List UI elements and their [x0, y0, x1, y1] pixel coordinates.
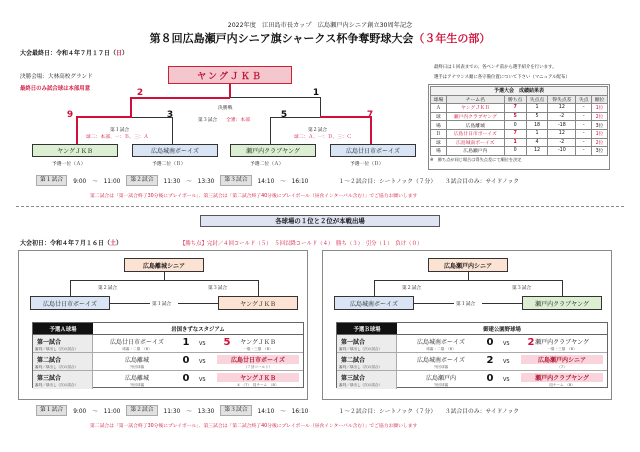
game-no: 第一試合	[37, 339, 62, 346]
cell: 12	[548, 129, 576, 138]
bracket-line	[414, 303, 454, 304]
team-b: 瀬戸内クラブヤング	[521, 373, 603, 382]
header-subtitle: 2022年度 江田島市長カップ 広島瀬戸内シニア創立30周年記念	[227, 22, 413, 29]
cell: -10	[548, 147, 576, 156]
cell: -	[576, 104, 592, 113]
semi1-umpire: 球二：本部、一：Ｂ、三：Ａ	[86, 135, 149, 140]
bracket-line	[482, 303, 522, 304]
cell: 5	[526, 112, 548, 121]
standings-header: 勝ち点	[504, 95, 526, 104]
table-row	[33, 353, 303, 371]
standings-table	[430, 86, 608, 156]
cell: 18	[526, 121, 548, 130]
vs-label: VS	[503, 377, 510, 383]
team-b-meta: 同チーム （B）	[549, 383, 575, 387]
cell: 球	[431, 112, 447, 121]
page-title	[0, 30, 640, 46]
team-a: 広島城南ボーイズ	[417, 357, 465, 364]
score-a: 1	[182, 337, 190, 348]
semi2-label: 第２試合	[308, 128, 328, 133]
cell: Ｂ	[431, 129, 447, 138]
team-a-meta: 外回球審	[433, 365, 449, 369]
venue-label: 決勝会場：大林高校グランド	[20, 74, 93, 80]
sched-label: 第１試合	[36, 175, 67, 186]
vs-label: VS	[199, 359, 206, 365]
vs-label: VS	[503, 341, 510, 347]
bracket-line	[230, 97, 320, 98]
team-b-meta: （7）	[557, 365, 567, 369]
cell: 2位	[592, 112, 608, 121]
cell: 3位	[592, 121, 608, 130]
semi1-label: 第１試合	[110, 128, 130, 133]
sched-label: 第２試合	[126, 405, 157, 416]
table-row	[337, 371, 607, 389]
table-row	[431, 129, 608, 138]
team-a: 広島廿日市ボーイズ	[110, 339, 164, 346]
sched-label: 第１試合	[36, 405, 67, 416]
cell: -	[576, 121, 592, 130]
bracket-line	[229, 84, 231, 98]
group-b-venue-key: 予選Ｂ球場	[337, 323, 397, 334]
sched-time: 14:10 ～ 16:10	[257, 179, 309, 185]
group-b-left-team: 広島城南ボーイズ	[334, 296, 414, 310]
score-a: 0	[486, 373, 494, 384]
sched-time: 9:00 ～ 11:00	[73, 179, 121, 185]
bracket-line	[468, 272, 469, 280]
cell: 球	[431, 138, 447, 147]
score-b: 2	[527, 337, 535, 348]
score-team1: 9	[66, 110, 74, 120]
cell: 広島瀬戸内	[446, 147, 504, 156]
score-a: 0	[182, 355, 190, 366]
cell: -	[576, 112, 592, 121]
bracket-line	[320, 97, 321, 117]
game-sub: 審判／球出し（次の試合）	[339, 383, 383, 387]
group-a-g1: 第１試合	[152, 302, 172, 307]
standings-header: チーム名	[446, 95, 504, 104]
cell: -2	[548, 112, 576, 121]
score-a: 2	[486, 355, 494, 366]
score-a: 0	[182, 373, 190, 384]
cell: 1	[526, 129, 548, 138]
champion-box: ヤングＪＫＢ	[168, 66, 292, 84]
bracket-line	[270, 117, 271, 144]
group-b-right-team: 瀬戸内クラブヤング	[522, 296, 602, 310]
team-a: 広島瀬戸内	[425, 375, 456, 382]
cell: 広島離城	[446, 121, 504, 130]
game3-label: 第３試合	[198, 118, 218, 123]
bracket-line	[178, 303, 218, 304]
rules-note-1: 最終日は１回表までの、各ベンチ前から選手紹介を行います。	[434, 65, 557, 70]
group-a-left-team: 広島廿日市ボーイズ	[30, 296, 110, 310]
team-a-meta: 外回球審	[129, 383, 145, 387]
team-a-meta: 球審・二塁 （B）	[122, 347, 152, 351]
cell: 広島廿日市ボーイズ	[446, 129, 504, 138]
bracket-line	[76, 116, 132, 118]
score-final-left: 2	[136, 88, 144, 98]
game-no: 第二試合	[341, 357, 366, 364]
bracket-line	[76, 116, 78, 144]
team-box-3: 瀬戸内クラブヤング	[230, 144, 316, 157]
sched-note: １～２試合目：シートノック（７分） ３試合目のみ：サイドノック	[338, 409, 520, 415]
points-rule: 【勝ち点】完封／４回コールド（５） ５回以降コールド（４） 勝ち（３） 引分（１） 負け（０）	[180, 241, 423, 247]
game-sub: 審判／球出し（次の試合）	[35, 365, 79, 369]
cell: 1	[504, 138, 526, 147]
team-b-meta: 一塁・三塁 （B）	[547, 347, 577, 351]
cell: 7	[504, 104, 526, 113]
table-row	[33, 371, 303, 389]
cell: -18	[548, 121, 576, 130]
group-b-results	[336, 322, 608, 388]
cell: 3位	[592, 147, 608, 156]
final-day-text: 大会最終日：令和４年７月１７日（	[20, 50, 117, 57]
team-sub-1: 予選一位（Ａ）	[52, 162, 86, 167]
group-a-venue: 岩国きずなスタジアム	[171, 326, 225, 333]
team-b: 瀬戸内クラブヤング	[535, 339, 589, 346]
sched-label: 第３試合	[220, 405, 251, 416]
table-row	[431, 138, 608, 147]
semi2-umpire: 球二：Ａ、一：Ｄ、三：Ｃ	[294, 135, 352, 140]
table-row	[337, 353, 607, 371]
group-b-g1: 第１試合	[456, 302, 476, 307]
score-b: 5	[223, 337, 231, 348]
team-box-1: ヤングＪＫＢ	[32, 144, 118, 157]
team-a-meta: 球審・二塁 （B）	[426, 347, 456, 351]
sched-rule-1: 第二試合は「第一試合終了30分後にプレイボール」、第三試合は「第二試合終了40分後にプレイボール（昼食インターバル含む）」でご協力お願いします	[90, 194, 418, 199]
final-label: 決勝戦	[218, 106, 233, 111]
bracket-line	[370, 116, 372, 144]
table-row	[431, 147, 608, 156]
cell: 場	[431, 121, 447, 130]
first-day-weekday: 土	[110, 240, 117, 247]
cell: 0	[504, 147, 526, 156]
group-b-g2: 第２試合	[402, 286, 422, 291]
bracket-line	[258, 280, 259, 296]
cell: -	[576, 129, 592, 138]
cell: 広島城南ボーイズ	[446, 138, 504, 147]
sched-time: 14:10 ～ 16:10	[257, 409, 309, 415]
table-row	[337, 335, 607, 353]
group-b-host: 広島瀬戸内シニア	[428, 258, 508, 272]
standings-header: 球場	[431, 95, 447, 104]
standings-panel	[428, 84, 610, 170]
final-note: 最終日のみ試合球は本部用意	[20, 86, 91, 92]
team-b-meta: （７回コールド）	[243, 365, 273, 369]
group-a-g2: 第２試合	[98, 286, 118, 291]
group-b-g3: 第３試合	[512, 286, 532, 291]
vs-label: VS	[199, 341, 206, 347]
game-sub: 審判／球出し（次の試合）	[35, 383, 79, 387]
team-box-2: 広島城南ボーイズ	[132, 144, 218, 157]
score-a: 0	[486, 337, 494, 348]
team-b: ヤングＪＫＢ	[217, 373, 299, 382]
bracket-line	[374, 280, 562, 281]
score-team4: 7	[366, 110, 374, 120]
team-sub-2: 予選二位（Ｂ）	[152, 162, 186, 167]
cell: -	[576, 138, 592, 147]
cell: 12	[548, 104, 576, 113]
game-sub: 審判／球出し（次の試合）	[339, 365, 383, 369]
first-day-close: ）	[116, 240, 123, 247]
cell: ヤングＪＫＢ	[446, 104, 504, 113]
game-sub: 審判／球出し（次の試合）	[35, 347, 79, 351]
game-no: 第三試合	[341, 375, 366, 382]
sched-time: 11:30 ～ 13:30	[163, 409, 215, 415]
bracket-line	[562, 280, 563, 296]
standings-title: 予選大会 成績結果表	[431, 87, 608, 96]
table-row	[431, 112, 608, 121]
cell: 0	[504, 121, 526, 130]
cell: 4	[526, 138, 548, 147]
score-team3: 5	[280, 110, 288, 120]
vs-label: VS	[199, 377, 206, 383]
rules-note-2: 選手はアナウンス順に各守備位置について下さい（マニュアル配布）	[434, 75, 570, 80]
cell: 場	[431, 147, 447, 156]
standings-header: 順位	[592, 95, 608, 104]
cell: 1位	[592, 129, 608, 138]
first-day-label	[20, 238, 122, 247]
sched-rule-2: 第二試合は「第一試合終了30分後にプレイボール」、第三試合は「第二試合終了40分後にプレイボール（昼食インターバル含む）」でご協力お願いします	[90, 424, 418, 429]
divider	[16, 206, 624, 207]
cell: 1	[526, 104, 548, 113]
sched-label: 第３試合	[220, 175, 251, 186]
score-team2: 3	[166, 110, 174, 120]
team-a-meta: 外回球審	[433, 383, 449, 387]
sched-time: 11:30 ～ 13:30	[163, 179, 215, 185]
cell: -	[576, 147, 592, 156]
team-b: 広島廿日市ボーイズ	[217, 355, 299, 364]
standings-footnote: ※ 勝ち点が同じ場合は得失点差にて順位を決定	[430, 156, 522, 162]
sched-note: １～２試合目：シートノック（７分） ３試合目のみ：サイドノック	[338, 179, 520, 185]
schedule-row-1	[36, 175, 525, 186]
banner: 各球場の１位と２位が本戦出場	[200, 215, 440, 227]
team-b: ヤングＪＫＢ	[240, 339, 276, 346]
cell: 7	[504, 129, 526, 138]
sched-label: 第２試合	[126, 175, 157, 186]
vs-label: VS	[503, 359, 510, 365]
team-a: 広島城南ボーイズ	[417, 339, 465, 346]
final-day-weekday: 日	[116, 50, 123, 57]
cell: 瀬戸内クラブヤング	[446, 112, 504, 121]
table-row	[431, 121, 608, 130]
group-a-host: 広島離城シニア	[124, 258, 204, 272]
bracket-line	[164, 272, 165, 280]
team-a-meta: 外回球審	[129, 365, 145, 369]
standings-header: 失点点	[526, 95, 548, 104]
group-a-right-team: ヤングＪＫＢ	[218, 296, 298, 310]
team-a: 広島離城	[124, 357, 149, 364]
cell: 1位	[592, 104, 608, 113]
cell: 5	[504, 112, 526, 121]
cell: -2	[548, 138, 576, 147]
group-b-venue: 御建公園野球場	[483, 326, 521, 333]
team-b: 広島瀬戸内シニア	[521, 355, 603, 364]
cell: 2位	[592, 138, 608, 147]
table-row	[33, 335, 303, 353]
sched-time: 9:00 ～ 11:00	[73, 409, 121, 415]
score-final-right: 1	[312, 88, 320, 98]
title-main: 第８回広島瀬戸内シニア旗シャークス杯争奪野球大会	[149, 32, 414, 45]
game-sub: 審判／球出し（次の試合）	[339, 347, 383, 351]
first-day-text: 大会初日：令和４年７月１６日（	[20, 240, 111, 247]
game3-umpire: 全審：本部	[226, 118, 250, 123]
final-day-close: ）	[122, 50, 129, 57]
team-b-meta: 一塁・三塁 （B）	[243, 347, 273, 351]
title-grade: （３年生の部）	[413, 32, 491, 45]
game-no: 第三試合	[37, 375, 62, 382]
table-row	[431, 104, 608, 113]
group-a-venue-key: 予選Ａ球場	[33, 323, 93, 334]
team-sub-3: 予選二位（Ａ）	[250, 162, 284, 167]
standings-header: 得失点差	[548, 95, 576, 104]
team-a: 広島離城	[124, 375, 149, 382]
game-no: 第二試合	[37, 357, 62, 364]
bracket-line	[70, 280, 258, 281]
bracket-line	[70, 280, 71, 296]
team-sub-4: 予選一位（Ｄ）	[350, 162, 384, 167]
group-a-results	[32, 322, 304, 388]
bracket-line	[172, 117, 173, 144]
team-b-meta: 4 （7） 同チーム （B）	[237, 383, 279, 387]
group-a-g3: 第３試合	[208, 286, 228, 291]
schedule-row-2	[36, 405, 525, 416]
bracket-line	[374, 280, 375, 296]
cell: Ａ	[431, 104, 447, 113]
bracket-line	[130, 97, 132, 117]
game-no: 第一試合	[341, 339, 366, 346]
final-day-label	[20, 48, 128, 57]
standings-header: 失点	[576, 95, 592, 104]
team-box-4: 広島廿日市ボーイズ	[330, 144, 416, 157]
bracket-line	[110, 303, 150, 304]
cell: 12	[526, 147, 548, 156]
